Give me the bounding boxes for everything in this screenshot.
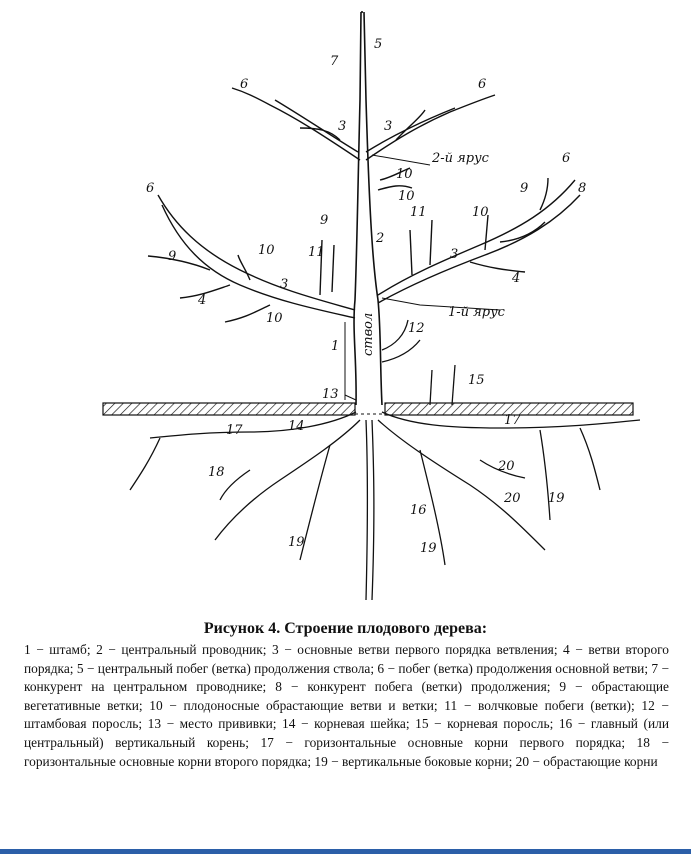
tier2-branches [232,88,495,190]
label-11: 11 [308,245,325,260]
label-16: 16 [410,503,427,518]
label-1: 1 [331,339,340,354]
tier1-label: 1-й ярус [448,305,505,320]
label-19: 19 [288,535,305,550]
label-18: 18 [208,465,225,480]
label-9: 9 [320,213,329,228]
label-6: 6 [146,181,155,196]
label-9: 9 [168,249,177,264]
root-system [130,412,640,600]
label-3: 3 [384,119,393,134]
label-19: 19 [548,491,565,506]
label-20: 20 [498,459,515,474]
label-15: 15 [468,373,485,388]
figure-legend [24,641,669,771]
bottom-rule [0,849,691,854]
label-3: 3 [450,247,459,262]
label-11: 11 [410,205,427,220]
label-17: 17 [226,423,243,438]
soil-surface [103,403,633,415]
tier2-label: 2-й ярус [432,151,489,166]
label-3: 3 [280,277,289,292]
label-12: 12 [408,321,425,336]
label-2: 2 [376,231,385,246]
label-5: 5 [374,37,383,52]
label-10: 10 [266,311,283,326]
label-20: 20 [504,491,521,506]
label-6: 6 [240,77,249,92]
label-10: 10 [396,167,413,182]
label-10: 10 [398,189,415,204]
label-8: 8 [578,181,587,196]
trunk-label: ствол [361,312,376,356]
label-17: 17 [504,413,521,428]
label-10: 10 [472,205,489,220]
label-13: 13 [322,387,339,402]
label-19: 19 [420,541,437,556]
label-10: 10 [258,243,275,258]
label-14: 14 [288,419,305,434]
label-6: 6 [562,151,571,166]
label-6: 6 [478,77,487,92]
label-3: 3 [338,119,347,134]
label-pointers [345,155,500,400]
label-4: 4 [198,293,207,308]
legend-text: 1 − штамб; 2 − центральный проводник; 3 − основные ветви первого порядка ветвления; 4 − ветви второго порядка; 5 − центральный побег (ветка) продолжения ствола; 6 − побег (ветка) продолжения основной ветви; 7 − конкурент на центральном проводнике; 8 − конкурент побега (ветки) продолжения; 9 − обрастающие вегетативные ветки; 10 − плодоносные обрастающие ветви и ветки; 11 − волчковые побеги (ветки); 12 − штамбовая поросль; 13 − место прививки; 14 − корневая шейка; 15 − корневая поросль; 16 − главный (или центральный) вертикальный корень; 17 − горизонтальные основные корни первого порядка; 18 − горизонтальные основные корни второго порядка; 19 − вертикальные боковые корни; 20 − обрастающие корни [24,642,669,769]
label-9: 9 [520,181,529,196]
tier1-branches [148,178,580,322]
figure-caption-title: Рисунок 4. Строение плодового дерева: [203,620,488,637]
label-7: 7 [330,54,339,69]
label-4: 4 [512,271,521,286]
